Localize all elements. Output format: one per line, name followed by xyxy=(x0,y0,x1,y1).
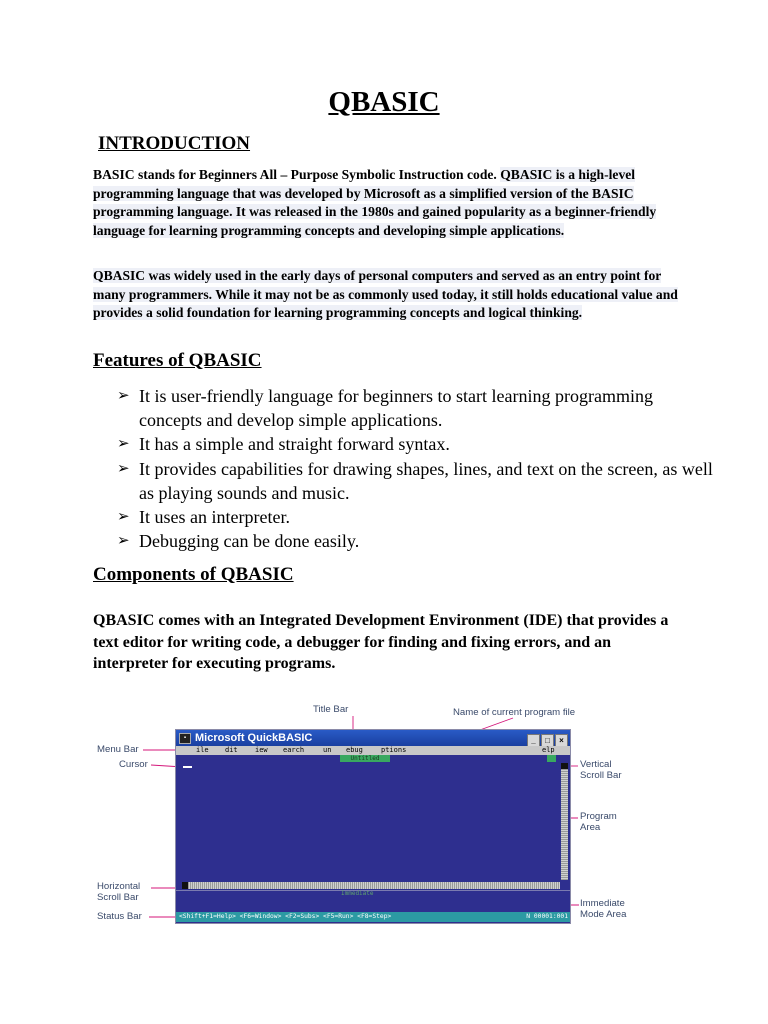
menu-file[interactable]: ile xyxy=(196,746,209,754)
menu-edit[interactable]: dit xyxy=(225,746,238,754)
arrow-bullet-icon: ➢ xyxy=(117,533,130,550)
feature-item: ➢ It is user-friendly language for beginners to start learning programming concepts and develop simple applications. xyxy=(117,386,653,431)
window-status-bar xyxy=(176,912,570,922)
intro-paragraph-1 xyxy=(93,166,693,240)
intro-heading: INTRODUCTION xyxy=(98,133,251,154)
immediate-mode-area[interactable] xyxy=(176,890,570,912)
program-file-name: Untitled xyxy=(340,755,390,762)
window-title: Microsoft QuickBASIC xyxy=(195,732,313,744)
qbasic-ide-figure xyxy=(93,700,643,930)
window-menu-bar xyxy=(176,746,570,755)
window-title-bar xyxy=(176,730,570,746)
components-heading: Components of QBASIC xyxy=(93,564,294,585)
intro-paragraph-2 xyxy=(93,267,693,323)
scroll-up-arrow-icon[interactable] xyxy=(561,763,568,769)
arrow-bullet-icon: ➢ xyxy=(117,388,130,404)
window-resize-indicator xyxy=(547,755,556,762)
label-cursor: Cursor xyxy=(119,759,148,770)
cursor-position: N 00001:001 xyxy=(526,913,568,920)
label-hscroll: Horizontal Scroll Bar xyxy=(97,881,141,903)
menu-help[interactable]: elp xyxy=(542,746,555,754)
label-program-file: Name of current program file xyxy=(453,707,576,718)
intro-p2-text: QBASIC was widely used in the early days of personal computers and served as an entry point for many programmers. While it may not be as commonly used today, it still holds educational value and provides a solid foundation for learning programming concepts and logical thinking. xyxy=(93,268,678,321)
maximize-icon[interactable]: □ xyxy=(541,734,554,747)
feature-item: ➢ It provides capabilities for drawing shapes, lines, and text on the screen, as well as playing sounds and music. xyxy=(117,458,713,503)
immediate-label: Immediate xyxy=(341,890,374,897)
intro-p1-rest: QBASIC is a high-level programming language that was developed by Microsoft as a simplified version of the BASIC programming language. It was released in the 1980s and gained popularity as a beginner-friendly language for learning programming concepts and developing simple applications. xyxy=(93,167,657,238)
app-icon: ▪ xyxy=(179,733,191,744)
feature-item: ➢ It has a simple and straight forward syntax. xyxy=(117,432,717,456)
feature-item: ➢ It uses an interpreter. xyxy=(117,505,717,529)
menu-run[interactable]: un xyxy=(323,746,332,754)
scroll-left-arrow-icon[interactable] xyxy=(182,882,188,889)
minimize-icon[interactable]: _ xyxy=(527,734,540,747)
intro-p1-start: BASIC stands for Beginners All – Purpose Symbolic Instruction code. xyxy=(93,167,501,182)
arrow-bullet-icon: ➢ xyxy=(117,460,130,477)
label-program-area: Program Area xyxy=(580,811,617,833)
horizontal-scrollbar[interactable] xyxy=(182,882,560,889)
features-list xyxy=(117,384,717,553)
quickbasic-window xyxy=(175,729,571,924)
label-title-bar: Title Bar xyxy=(313,704,349,715)
menu-view[interactable]: iew xyxy=(255,746,268,754)
menu-options[interactable]: ptions xyxy=(381,746,407,754)
features-heading: Features of QBASIC xyxy=(93,350,262,371)
label-menu-bar: Menu Bar xyxy=(97,744,139,755)
feature-item: ➢ Debugging can be done easily. xyxy=(117,529,717,553)
label-immediate: Immediate Mode Area xyxy=(580,898,627,920)
close-icon[interactable]: × xyxy=(555,734,568,747)
arrow-bullet-icon: ➢ xyxy=(117,509,130,526)
label-vscroll: Vertical Scroll Bar xyxy=(580,759,622,781)
page-title: QBASIC xyxy=(328,86,440,118)
components-paragraph: QBASIC comes with an Integrated Development Environment (IDE) that provides a text editor for writing code, a debugger for finding and fixing errors, and an interpreter for executing programs. xyxy=(93,612,669,672)
text-cursor xyxy=(183,766,192,768)
menu-search[interactable]: earch xyxy=(283,746,305,754)
vertical-scrollbar[interactable] xyxy=(561,763,568,880)
status-shortcuts: <Shift+F1=Help> <F6=Window> <F2=Subs> <F5=Run> <F8=Step> xyxy=(179,913,392,920)
menu-debug[interactable]: ebug xyxy=(346,746,363,754)
label-status-bar: Status Bar xyxy=(97,911,142,922)
arrow-bullet-icon: ➢ xyxy=(117,436,130,453)
